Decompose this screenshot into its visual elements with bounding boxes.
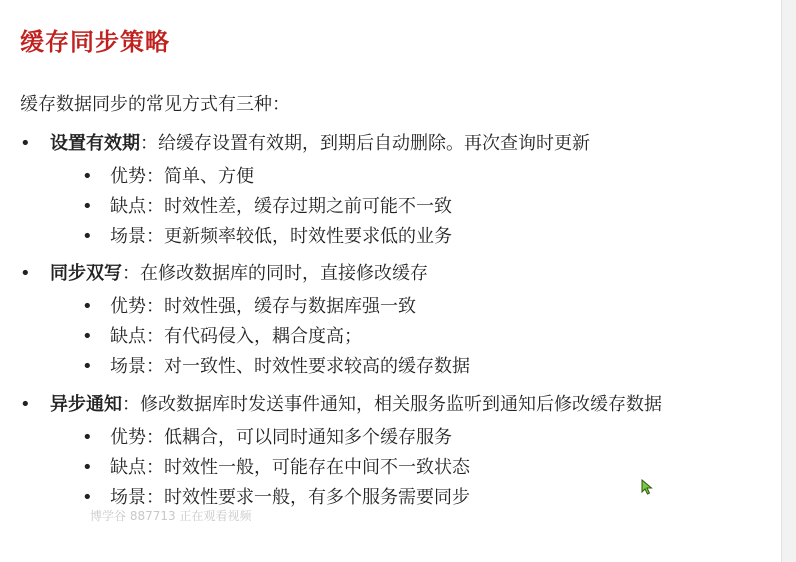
- sub-bullet-advantage: [82, 164, 254, 190]
- main-bullet-async-notify: [20, 392, 662, 418]
- bullet-desc: ：在修改数据库的同时，直接修改缓存: [122, 263, 428, 284]
- bullet-dot: •: [20, 133, 31, 154]
- bullet-dot: •: [82, 487, 93, 508]
- bullet-dot: •: [82, 427, 93, 448]
- bullet-desc: ：修改数据库时发送事件通知，相关服务监听到通知后修改缓存数据: [122, 394, 662, 415]
- sub-bullet-text: 缺点：时效性一般，可能存在中间不一致状态: [110, 457, 470, 478]
- sub-bullet-disadvantage: [82, 455, 470, 481]
- bullet-dot: •: [82, 356, 93, 377]
- sub-bullet-disadvantage: [82, 194, 452, 220]
- sub-bullet-advantage: [82, 425, 452, 451]
- sub-bullet-text: 场景：时效性要求一般，有多个服务需要同步: [110, 487, 470, 508]
- sub-bullet-text: 优势：简单、方便: [110, 166, 254, 187]
- sub-bullet-text: 优势：低耦合，可以同时通知多个缓存服务: [110, 427, 452, 448]
- right-edge-strip: [781, 0, 796, 562]
- bullet-term: 同步双写: [50, 263, 122, 284]
- sub-bullet-advantage: [82, 294, 416, 320]
- slide-title: 缓存同步策略: [20, 28, 170, 56]
- bullet-dot: •: [82, 196, 93, 217]
- sub-bullet-text: 缺点：时效性差，缓存过期之前可能不一致: [110, 196, 452, 217]
- sub-bullet-text: 缺点：有代码侵入，耦合度高；: [110, 326, 362, 347]
- bullet-dot: •: [20, 263, 31, 284]
- bullet-dot: •: [20, 394, 31, 415]
- bullet-dot: •: [82, 457, 93, 478]
- bullet-term: 设置有效期: [50, 133, 140, 154]
- main-bullet-dual-write: [20, 261, 428, 287]
- sub-bullet-scenario: [82, 354, 470, 380]
- sub-bullet-text: 场景：对一致性、时效性要求较高的缓存数据: [110, 356, 470, 377]
- bullet-term: 异步通知: [50, 394, 122, 415]
- sub-bullet-disadvantage: [82, 324, 362, 350]
- sub-bullet-text: 优势：时效性强，缓存与数据库强一致: [110, 296, 416, 317]
- bullet-desc: ：给缓存设置有效期，到期后自动删除。再次查询时更新: [140, 133, 590, 154]
- bullet-dot: •: [82, 326, 93, 347]
- bullet-dot: •: [82, 166, 93, 187]
- main-bullet-expiry: [20, 131, 590, 157]
- intro-text: 缓存数据同步的常见方式有三种：: [20, 94, 290, 115]
- mouse-cursor-icon: [641, 479, 653, 495]
- sub-bullet-text: 场景：更新频率较低，时效性要求低的业务: [110, 226, 452, 247]
- watermark: 博学谷 887713 正在观看视频: [90, 509, 252, 523]
- bullet-dot: •: [82, 226, 93, 247]
- sub-bullet-scenario: [82, 224, 452, 250]
- bullet-dot: •: [82, 296, 93, 317]
